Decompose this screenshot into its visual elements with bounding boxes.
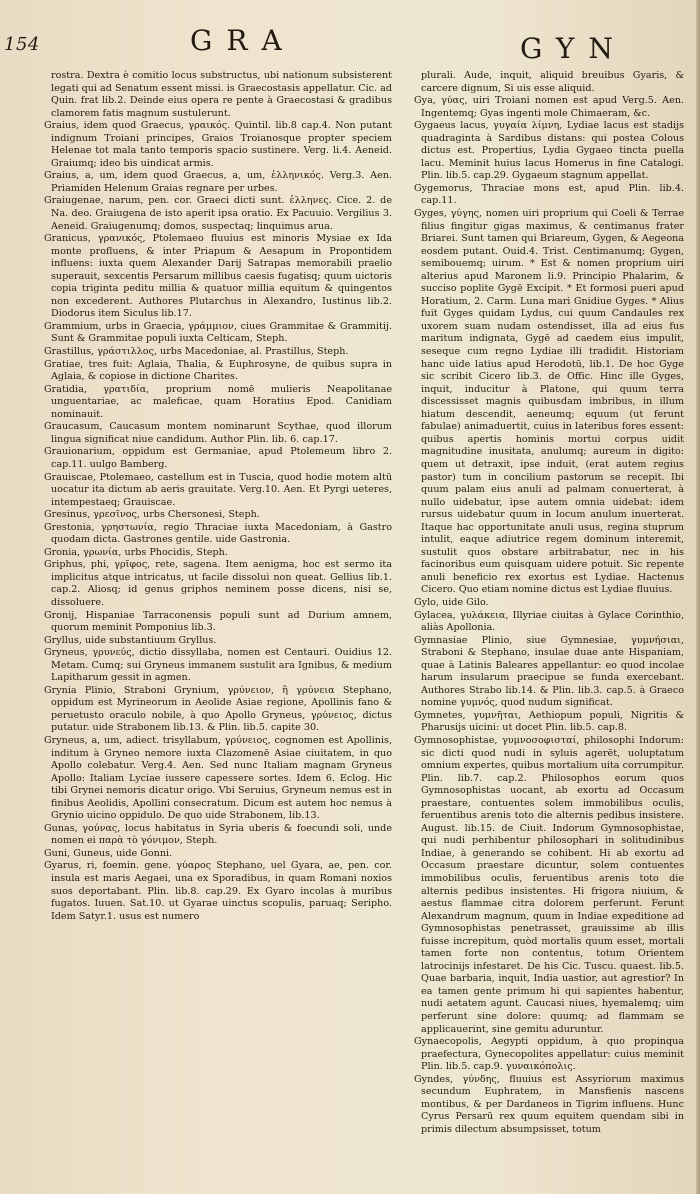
page-number: 154 <box>4 34 40 55</box>
dictionary-entry: Gymnasiae Plinio, siue Gymnesiae, γυμνήσιαι, Straboni & Stephano, insulae duae ante Hispaniam, quae à Latinis Baleares appellantur: eo quod incolae harum insularum praecipue se funda exercebant. Authores Strabo lib.14. & Plin. lib.3. cap.5. à Graeco nomine γυμνός, quod nudum significat. <box>414 634 684 709</box>
dictionary-entry: Gymnetes, γυμνῆται, Aethiopum populi, Nigritis & Pharusijs uicini: ut docet Plin. lib.5. cap.8. <box>414 709 684 734</box>
dictionary-entry: Gynaecopolis, Aegypti oppidum, à quo propinqua praefectura, Gynecopolites appellatur: cuius meminit Plin. lib.5. cap.9. γυναικόπολις. <box>414 1036 684 1073</box>
dictionary-entry: Gresinus, γρεσῖνος, urbs Chersonesi, Steph. <box>44 509 260 521</box>
dictionary-entry: Gratidia, γρατιδία, proprium nomē mulieris Neapolitanae unguentariae, ac maleficae, quam Horatius Epod. Canidiam nominauit. <box>44 383 392 420</box>
dictionary-entry: Graius, a, um, idem quod Graecus, a, um, ἑλληνικός. Verg.3. Aen. Priamiden Helenum Graias regnare per urbes. <box>44 170 392 194</box>
dictionary-entry: Graucasum, Caucasum montem nominarunt Scythae, quod illorum lingua significat niue candidum. Author Plin. lib. 6. cap.17. <box>44 421 392 445</box>
dictionary-entry: Gymnosophistae, γυμνοσοφισταί, philosophi Indorum: sic dicti quod nudi in syluis agerēt, uoluptatum omnium expertes, quibus mortalium uita corrumpitur. Plin. lib.7. cap.2. Philosophos eorum quos Gymnosophistas uocant, ab exortu ad Occasum praestare, contuentes solem immobilibus oculis, feruentibus arenis toto die alternis pedibus insistere. August. lib.15. de Ciuit. Indorum Gymnosophistae, qui nudi perhibentur philosophari in solitudinibus Indiae, à generando se cohibent. Hi ab exortu ad Occasum praestare dicuntur, solem contuentes immobilibus oculis, feruentibus arenis toto die alternis pedibus insistentes. Hi frigora niuium, & aestus flammae citra dolorem perferunt. Ferunt Alexandrum magnum, quum in Indiae expeditione ad Gymnosophistas penetrasset, grauissime ab illis fuisse increpitum, quòd mortalis quum esset, mortali tamen forte non contentus, totum Orientem latrocinijs infestaret. De his Cic. Tuscu. quaest. lib.5. Quae barbaria, inquit, India uastior, aut agrestior? In ea tamen gente primum hi qui sapientes habentur, nudi aetatem agunt. Caucasi niues, hyemalemq; uim perferunt sine dolore: quumq; ad flammam se applicauerint, sine gemitu aduruntur. <box>414 734 684 1035</box>
dictionary-entry: Grammium, urbs in Graecia, γράμμιον, ciues Grammitae & Grammitij. Sunt & Grammitae populi iuxta Celticam, Steph. <box>44 320 392 345</box>
dictionary-entry: Gryneus, γρυνεύς, dictio dissyllaba, nomen est Centauri. Ouidius 12. Metam. Cumq; sui Gryneus immanem sustulit ara Ignibus, & medium Lapitharum gessit in agmen. <box>44 647 392 684</box>
dictionary-entry: Gyarus, ri, foemin. gene. γύαρος Stephano, uel Gyara, ae, pen. cor. insula est maris Aegaei, una ex Sporadibus, in quam Romani noxios suos deportabant. Plin. lib.8. cap.29. Ex Gyaro incolas à muribus fugatos. Iuuen. Sat.10. ut Gyarae uinctus scopulis, paruaq; Seripho. Idem Satyr.1. usus est numero <box>44 860 392 922</box>
dictionary-entry: Gyndes, γύνδης, fluuius est Assyriorum maximus secundum Euphratem, in Mansfienis nascens montibus, & per Dardaneos in Tigrim influens. Hunc Cyrus Persarū rex quum equitem quendam sibi in primis dilectum absumpsisset, totum <box>414 1073 684 1135</box>
dictionary-entry: Griphus, phi, γρῖφος, rete, sagena. Item aenigma, hoc est sermo ita implicitus atque intricatus, ut facile dissolui non queat. Gellius lib.1. cap.2. Aliosq; id genus griphos neminem posse dicens, nisi se, dissoluere. <box>44 559 392 608</box>
left-running-head: GRA <box>190 24 296 57</box>
dictionary-entry: Granicus, γρανικός, Ptolemaeo fluuius est minoris Mysiae ex Ida monte profluens, & inter Priapum & Aesapum in Propontidem influens: iuxta quem Alexander Darij Satrapas memorabili praelio superauit, sexcentis Persarum millibus caesis fugatisq; quum uictoris copia triginta peditu millia & quatuor millia equitum & quingentos non excederent. Authores Plutarchus in Alexandro, Iustinus lib.2. Diodorus item Siculus lib.17. <box>44 233 392 320</box>
dictionary-entry: rostra. Dextra è comitio locus substructus, ubi nationum subsisterent legati qui ad Senatum essent missi. is Graecostasis appellatur. Cic. ad Quin. frat lib.2. Deinde eius opera re pente à Graecostasi & gradibus clamorem fatis magnum sustulerunt. <box>51 70 392 119</box>
page-fold-shadow <box>696 0 700 1194</box>
right-column <box>414 70 684 1180</box>
dictionary-entry: plurali. Aude, inquit, aliquid breuibus Gyaris, & carcere dignum, Si uis esse aliquid. <box>421 70 684 94</box>
dictionary-entry: Gygaeus lacus, γυγαία λίμνη, Lydiae lacus est stadijs quadraginta à Sardibus distans: qui postea Colous dictus est. Propertius, Lydia Gygaeo tincta puella lacu. Meminit huius lacus Homerus in fine Catalogi. Plin. lib.5. cap.29. Gygaeum stagnum appellat. <box>414 120 684 182</box>
page-header <box>0 24 700 74</box>
dictionary-entry: Gryllus, uide substantiuum Gryllus. <box>44 634 217 646</box>
dictionary-entry: Guni, Guneus, uide Gonni. <box>44 847 173 859</box>
right-running-head: GYN <box>520 32 627 65</box>
dictionary-entry: Grastillus, γράστιλλος, urbs Macedoniae, al. Prastillus, Steph. <box>44 346 349 358</box>
dictionary-entry: Gygemorus, Thraciae mons est, apud Plin. lib.4. cap.11. <box>414 182 684 207</box>
dictionary-entry: Gronia, γρωνία, urbs Phocidis, Steph. <box>44 546 228 558</box>
dictionary-entry: Grauionarium, oppidum est Germaniae, apud Ptolemeum libro 2. cap.11. uulgo Bamberg. <box>44 446 392 470</box>
dictionary-entry: Gunas, γούνας, locus habitatus in Syria uberis & foecundi soli, unde nomen ei παρὰ τὸ γόνιμον, Steph. <box>44 822 392 847</box>
dictionary-entry: Gylacea, γυλάκεια, Illyriae ciuitas à Gylace Corinthio, aliàs Apollonia. <box>414 609 684 634</box>
dictionary-entry: Gylo, uide Gilo. <box>414 596 489 608</box>
dictionary-entry: Gryneus, a, um, adiect. trisyllabum, γρύνειος, cognomen est Apollinis, inditum à Gryneo nemore iuxta Clazomenē Asiae ciuitatem, in quo Apollo colebatur. Verg.4. Aen. Sed nunc Italiam magnam Gryneus Apollo: Italiam Lyciae iussere capessere sortes. Idem 6. Eclog. Hic tibi Grynei nemoris dicatur origo. Vbi Seruius, Gryneum nemus est in finibus Aeolidis, Apollini consecratum. Dicum est autem hoc nemus à Grynio uicino oppidulo. De quo uide Strabonem, lib.13. <box>44 734 392 822</box>
dictionary-entry: Grauiscae, Ptolemaeo, castellum est in Tuscia, quod hodie motem altū uocatur ita dictum ab aeris grauitate. Verg.10. Aen. Et Pyrgi ueteres, intempestaeq; Grauiscae. <box>44 471 392 508</box>
dictionary-entry: Graius, idem quod Graecus, γραικός. Quintil. lib.8 cap.4. Non putant indignum Troiani principes, Graios Troianosque propter speciem Helenae tot mala tanto temporis spacio sustinere. Verg. li.4. Aeneid. Graiumq; ideo bis uindicat armis. <box>44 120 392 169</box>
dictionary-entry: Grestonia, γρηστωνία, regio Thraciae iuxta Macedoniam, à Gastro quodam dicta. Gastrones gentile. uide Gastronia. <box>44 521 392 546</box>
dictionary-entry: Grynia Plinio, Straboni Grynium, γρύνειον, ἢ γρύνεια Stephano, oppidum est Myrineorum in Aeolide Asiae regione, Apollinis fano & peruetusto oraculo nobile, à quo Apollo Gryneus, γρύνειος, dictus putatur. uide Strabonem lib.13. & Plin. lib.5. capite 30. <box>44 684 392 734</box>
dictionary-entry: Gratiae, tres fuit: Aglaia, Thalia, & Euphrosyne, de quibus supra in Aglaia, & copiose in dictione Charites. <box>44 358 392 383</box>
left-column <box>44 70 392 1180</box>
dictionary-entry: Graiugenae, narum, pen. cor. Graeci dicti sunt. ἑλληνες. Cice. 2. de Na. deo. Graiugena de isto aperit ipsa oratio. Ex Pacuuio. Vergilius 3. Aeneid. Graiugenumq; domos, suspectaq; linquimus arua. <box>44 195 392 232</box>
dictionary-entry: Gya, γύας, uiri Troiani nomen est apud Verg.5. Aen. Ingentemq; Gyas ingenti mole Chimaeram, &c. <box>414 95 684 119</box>
dictionary-entry: Gronij, Hispaniae Tarraconensis populi sunt ad Durium amnem, quorum meminit Pomponius lib.3. <box>44 609 392 634</box>
dictionary-entry: Gyges, γύγης, nomen uiri proprium qui Coeli & Terrae filius fingitur gigas maximus, & centimanus frater Briarei. Sunt tamen qui Briareum, Gygen, & Aegeona eosdem putant. Ouid.4. Trist. Centimanumq; Gygen, semibouemq; uirum. * Est & nomen proprium uiri alterius apud Maronem li.9. Principio Phalarim, & succiso poplite Gygē Excipit. * Et formosi pueri apud Horatium, 2. Carm. Luna mari Gnidiue Gyges. * Alius fuit Gyges quidam Lydus, cui quum Candaules rex uxorem suam nudam ostendisset, illa ad eius fus maritum indignata, Gygē ad caedem eius impulit, seseque cum regno Lydiae illi tradidit. Historiam hanc uide latius apud Herodotū, lib.1. De hoc Gyge sic scribit Cicero lib.3. de Offic. Hinc ille Gyges, inquit, inducitur à Platone, qui quum terra discessisset magnis quibusdam imbribus, in illum hiatum descendit, aeneumq; equum (ut ferunt fabulae) animaduertit, cuius in lateribus fores essent: quibus apertis hominis mortui corpus uidit magnitudine inusitata, anulumq; aureum in digito: quem ut detraxit, ipse induit, (erat autem regius pastor) tum in concilium pastorum se recepit. Ibi quum palam eius anuli ad palmam conuerterat, à nullo uidebatur, ipse autem omnia uidebat: idem rursus uidebatur quum in locum anulum inuerterat. Itaque hac opportunitate anuli usus, regina stuprum intulit, eaque adiutrice regem dominum interemit, sustulit quos obstare arbitrabatur, nec in his facinoribus eum quisquam uidere potuit. Sic repente anuli beneficio rex exortus est Lydiae. Hactenus Cicero. Quo etiam nomine dictus est Lydiae fluuius. <box>414 208 684 596</box>
